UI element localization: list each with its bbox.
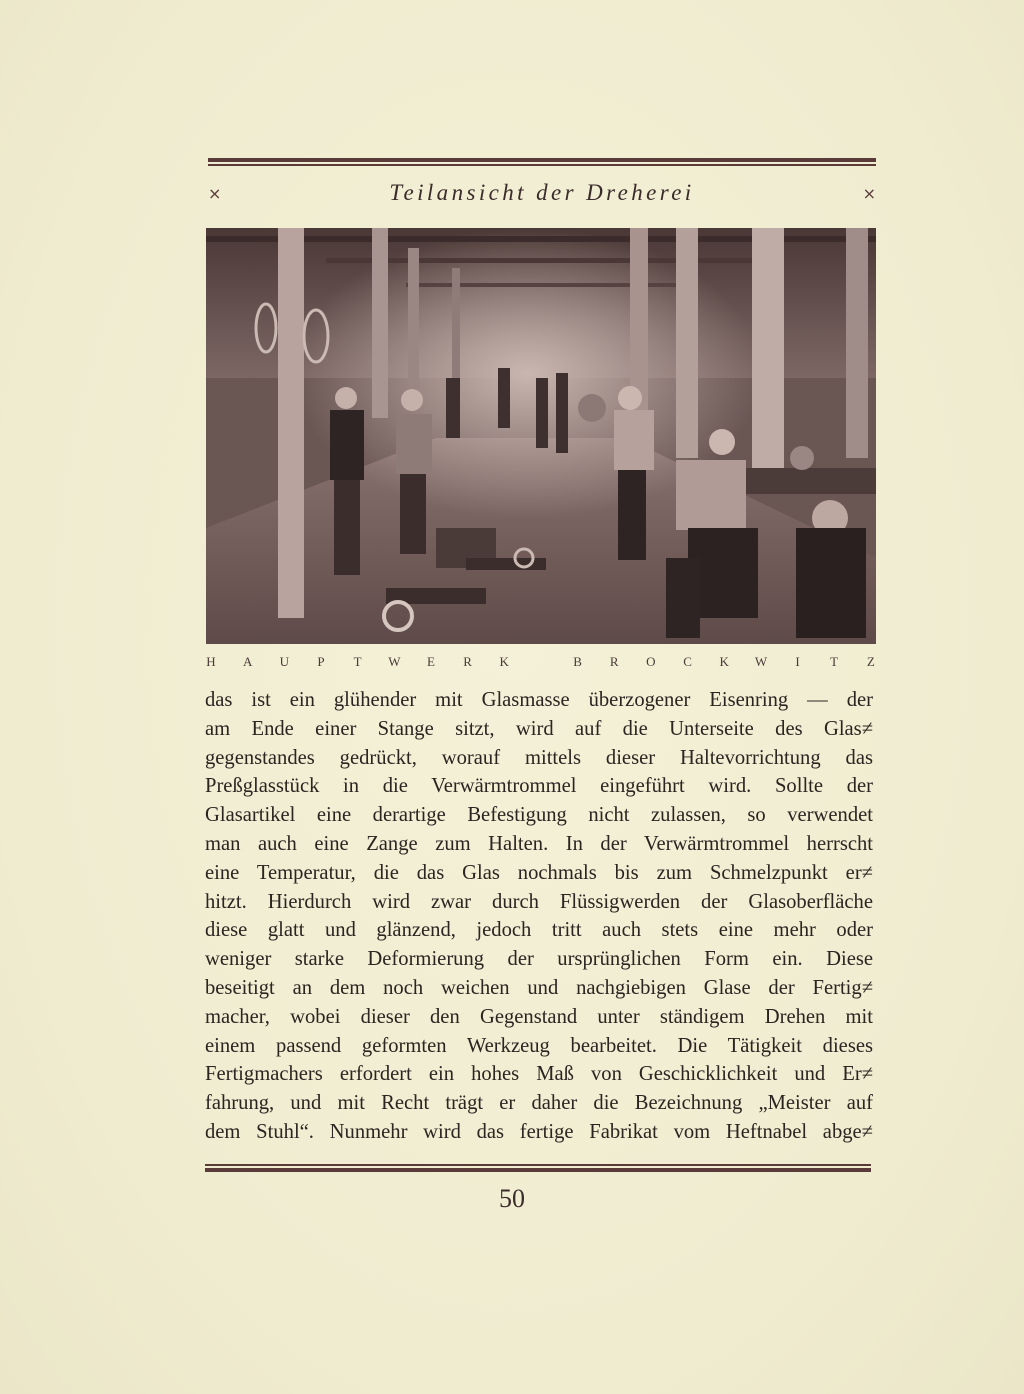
label-letter: T — [830, 654, 839, 669]
label-letter: O — [646, 654, 656, 669]
label-letter: K — [719, 654, 729, 669]
label-letter: R — [463, 654, 472, 669]
ornament-left-icon: × — [208, 184, 222, 203]
label-letter: R — [609, 654, 619, 669]
top-double-rule — [208, 158, 876, 167]
photo-caption-row — [208, 180, 876, 214]
text-line: beseitigt an dem noch weichen und nachgiebigen Glase der Fertig≠ — [205, 976, 873, 999]
text-line: fahrung, und mit Recht trägt er daher die Bezeichnung „Meister auf — [205, 1092, 873, 1115]
text-line: Preßglasstück in die Verwärmtrommel eingeführt wird. Sollte der — [205, 775, 873, 798]
text-line: macher, wobei dieser den Gegenstand unter ständigem Drehen mit — [205, 1005, 873, 1028]
label-letter: I — [795, 654, 800, 669]
text-line: diese glatt und glänzend, jedoch tritt auch stets eine mehr oder — [205, 919, 873, 942]
label-letter: B — [573, 654, 582, 669]
text-line: gegenstandes gedrückt, worauf mittels dieser Haltevorrichtung das — [205, 746, 873, 769]
label-letter — [535, 654, 547, 676]
workshop-photograph — [206, 228, 876, 644]
label-letter: W — [388, 654, 401, 669]
bottom-double-rule — [205, 1164, 871, 1173]
photo-caption: Teilansicht der Dreherei — [389, 180, 695, 205]
text-line: Fertigmachers erfordert ein hohes Maß von Geschicklichkeit und Er≠ — [205, 1063, 873, 1086]
text-line: weniger starke Deformierung der ursprünglichen Form ein. Diese — [205, 948, 873, 971]
label-letter: A — [242, 654, 253, 669]
text-line: hitzt. Hierdurch wird zwar durch Flüssigwerden der Glasoberfläche — [205, 890, 873, 913]
label-letter: K — [499, 654, 509, 669]
label-letter: W — [754, 654, 768, 669]
text-line: das ist ein glühender mit Glasmasse überzogener Eisenring — der — [205, 689, 873, 711]
photo-label-hauptwerk-brockwitz — [205, 654, 877, 676]
text-line: dem Stuhl“. Nunmehr wird das fertige Fabrikat vom Heftnabel abge≠ — [205, 1120, 873, 1143]
text-line: man auch eine Zange zum Halten. In der Verwärmtrommel herrscht — [205, 832, 873, 855]
label-letter: Z — [866, 654, 875, 669]
label-letter: E — [426, 654, 435, 669]
label-letter: U — [279, 654, 289, 669]
text-line: einem passend geformten Werkzeug bearbeitet. Die Tätigkeit dieses — [205, 1034, 873, 1057]
ornament-right-icon: × — [862, 184, 876, 203]
label-letter: P — [317, 654, 325, 669]
text-line: eine Temperatur, die das Glas nochmals bis zum Schmelzpunkt er≠ — [205, 861, 873, 884]
label-letter: C — [683, 654, 692, 669]
body-paragraph — [205, 686, 873, 1147]
page-number: 50 — [499, 1184, 525, 1213]
label-letter: T — [353, 654, 362, 669]
text-line: Glasartikel eine derartige Befestigung nicht zulassen, so verwendet — [205, 804, 873, 827]
label-letter: H — [206, 654, 216, 669]
text-line: am Ende einer Stange sitzt, wird auf die Unterseite des Glas≠ — [205, 717, 873, 740]
